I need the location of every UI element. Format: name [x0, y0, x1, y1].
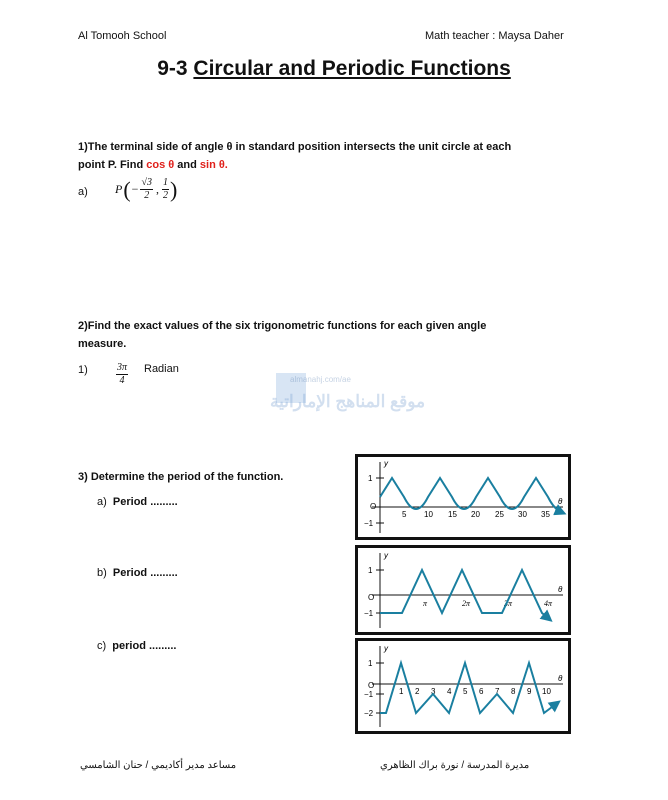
graph-2-curve	[380, 570, 548, 618]
graph-2-plot	[358, 548, 568, 632]
x-tick: 7	[495, 687, 500, 696]
x-tick: 10	[424, 510, 433, 519]
q1-part-label: a)	[78, 186, 88, 198]
origin-label: O	[368, 593, 375, 602]
q1-line-b	[78, 156, 598, 174]
q1-x-fraction: $\frac{√3}{2}$	[141, 177, 152, 201]
y-axis-label: y	[384, 459, 388, 468]
y-tick-1: 1	[368, 659, 373, 668]
school-name: Al Tomooh School	[78, 30, 167, 42]
watermark-brand: موقع المناهج الإماراتية	[270, 392, 426, 411]
x-tick: 5	[402, 510, 407, 519]
x-tick: 35	[541, 510, 550, 519]
graph-2	[355, 545, 571, 635]
q3-part-b: b) Period .........	[97, 567, 178, 579]
y-tick-1: 1	[368, 566, 373, 575]
x-tick: 6	[479, 687, 484, 696]
q3-part-c: c) period .........	[97, 640, 177, 652]
x-axis-label: θ	[558, 497, 563, 506]
q1-point-name: P	[115, 182, 123, 196]
x-tick: 25	[495, 510, 504, 519]
x-tick: 10	[542, 687, 551, 696]
teacher-name: Math teacher : Maysa Daher	[425, 30, 564, 42]
x-tick: 3	[431, 687, 436, 696]
q2-prompt	[78, 317, 598, 353]
x-tick: 9	[527, 687, 532, 696]
graph-1	[355, 454, 571, 540]
y-tick-neg1: −1	[364, 690, 374, 699]
y-tick-neg1: −1	[364, 609, 374, 618]
x-tick: 8	[511, 687, 516, 696]
q1-prompt	[78, 138, 598, 174]
origin-label: O	[368, 681, 375, 690]
q1-and: and	[177, 159, 197, 171]
x-tick: 5	[463, 687, 468, 696]
x-tick: 15	[448, 510, 457, 519]
q1-cos: cos θ	[146, 159, 175, 171]
y-tick-neg2: −2	[364, 709, 374, 718]
y-tick-1: 1	[368, 474, 373, 483]
q3-prompt: 3) Determine the period of the function.	[78, 471, 284, 483]
q2-unit: Radian	[144, 363, 179, 375]
q1-line-a: 1)The terminal side of angle θ in standard position intersects the unit circle at each	[78, 141, 512, 153]
q2-angle-fraction: $\frac{3\pi}{4}$	[117, 362, 128, 386]
watermark-url: almanahj.com/ae	[290, 375, 351, 384]
q1-sin: sin θ.	[199, 159, 228, 171]
graph-3	[355, 638, 571, 734]
footer-left-signature: مساعد مدير أكاديمي / حنان الشامسي	[80, 760, 237, 771]
q1-y-fraction: $\frac{1}{2}$	[162, 177, 168, 201]
x-tick: 2	[415, 687, 420, 696]
footer-right-signature: مديرة المدرسة / نورة براك الظاهري	[380, 760, 530, 771]
x-tick: 20	[471, 510, 480, 519]
x-axis-label: θ	[558, 674, 563, 683]
q3-part-a: a) Period .........	[97, 496, 178, 508]
title-number: 9-3	[157, 57, 188, 80]
y-tick-neg1: −1	[364, 519, 374, 528]
q1-point-expression: P ( − $\frac{√3}{2}$ , $\frac{1}{2}$ )	[115, 176, 178, 202]
origin-label: O	[370, 502, 377, 511]
page-title	[0, 57, 668, 81]
q2-line-a: 2)Find the exact values of the six trigonometric functions for each given angle	[78, 320, 487, 332]
x-tick: 4	[447, 687, 452, 696]
y-axis-label: y	[384, 644, 388, 653]
q2-line-b: measure.	[78, 338, 127, 350]
x-tick: 3π	[504, 599, 513, 608]
graph-3-plot	[358, 641, 568, 731]
x-axis-label: θ	[558, 585, 563, 594]
q2-part-label: 1)	[78, 364, 88, 376]
x-tick: π	[423, 599, 428, 608]
x-tick: 1	[399, 687, 404, 696]
graph-1-plot	[358, 457, 568, 537]
q1-find-text: point P. Find	[78, 159, 144, 171]
x-tick: 2π	[462, 599, 471, 608]
x-tick: 4π	[544, 599, 553, 608]
x-tick: 30	[518, 510, 527, 519]
title-text: Circular and Periodic Functions	[193, 57, 511, 80]
y-axis-label: y	[384, 551, 388, 560]
